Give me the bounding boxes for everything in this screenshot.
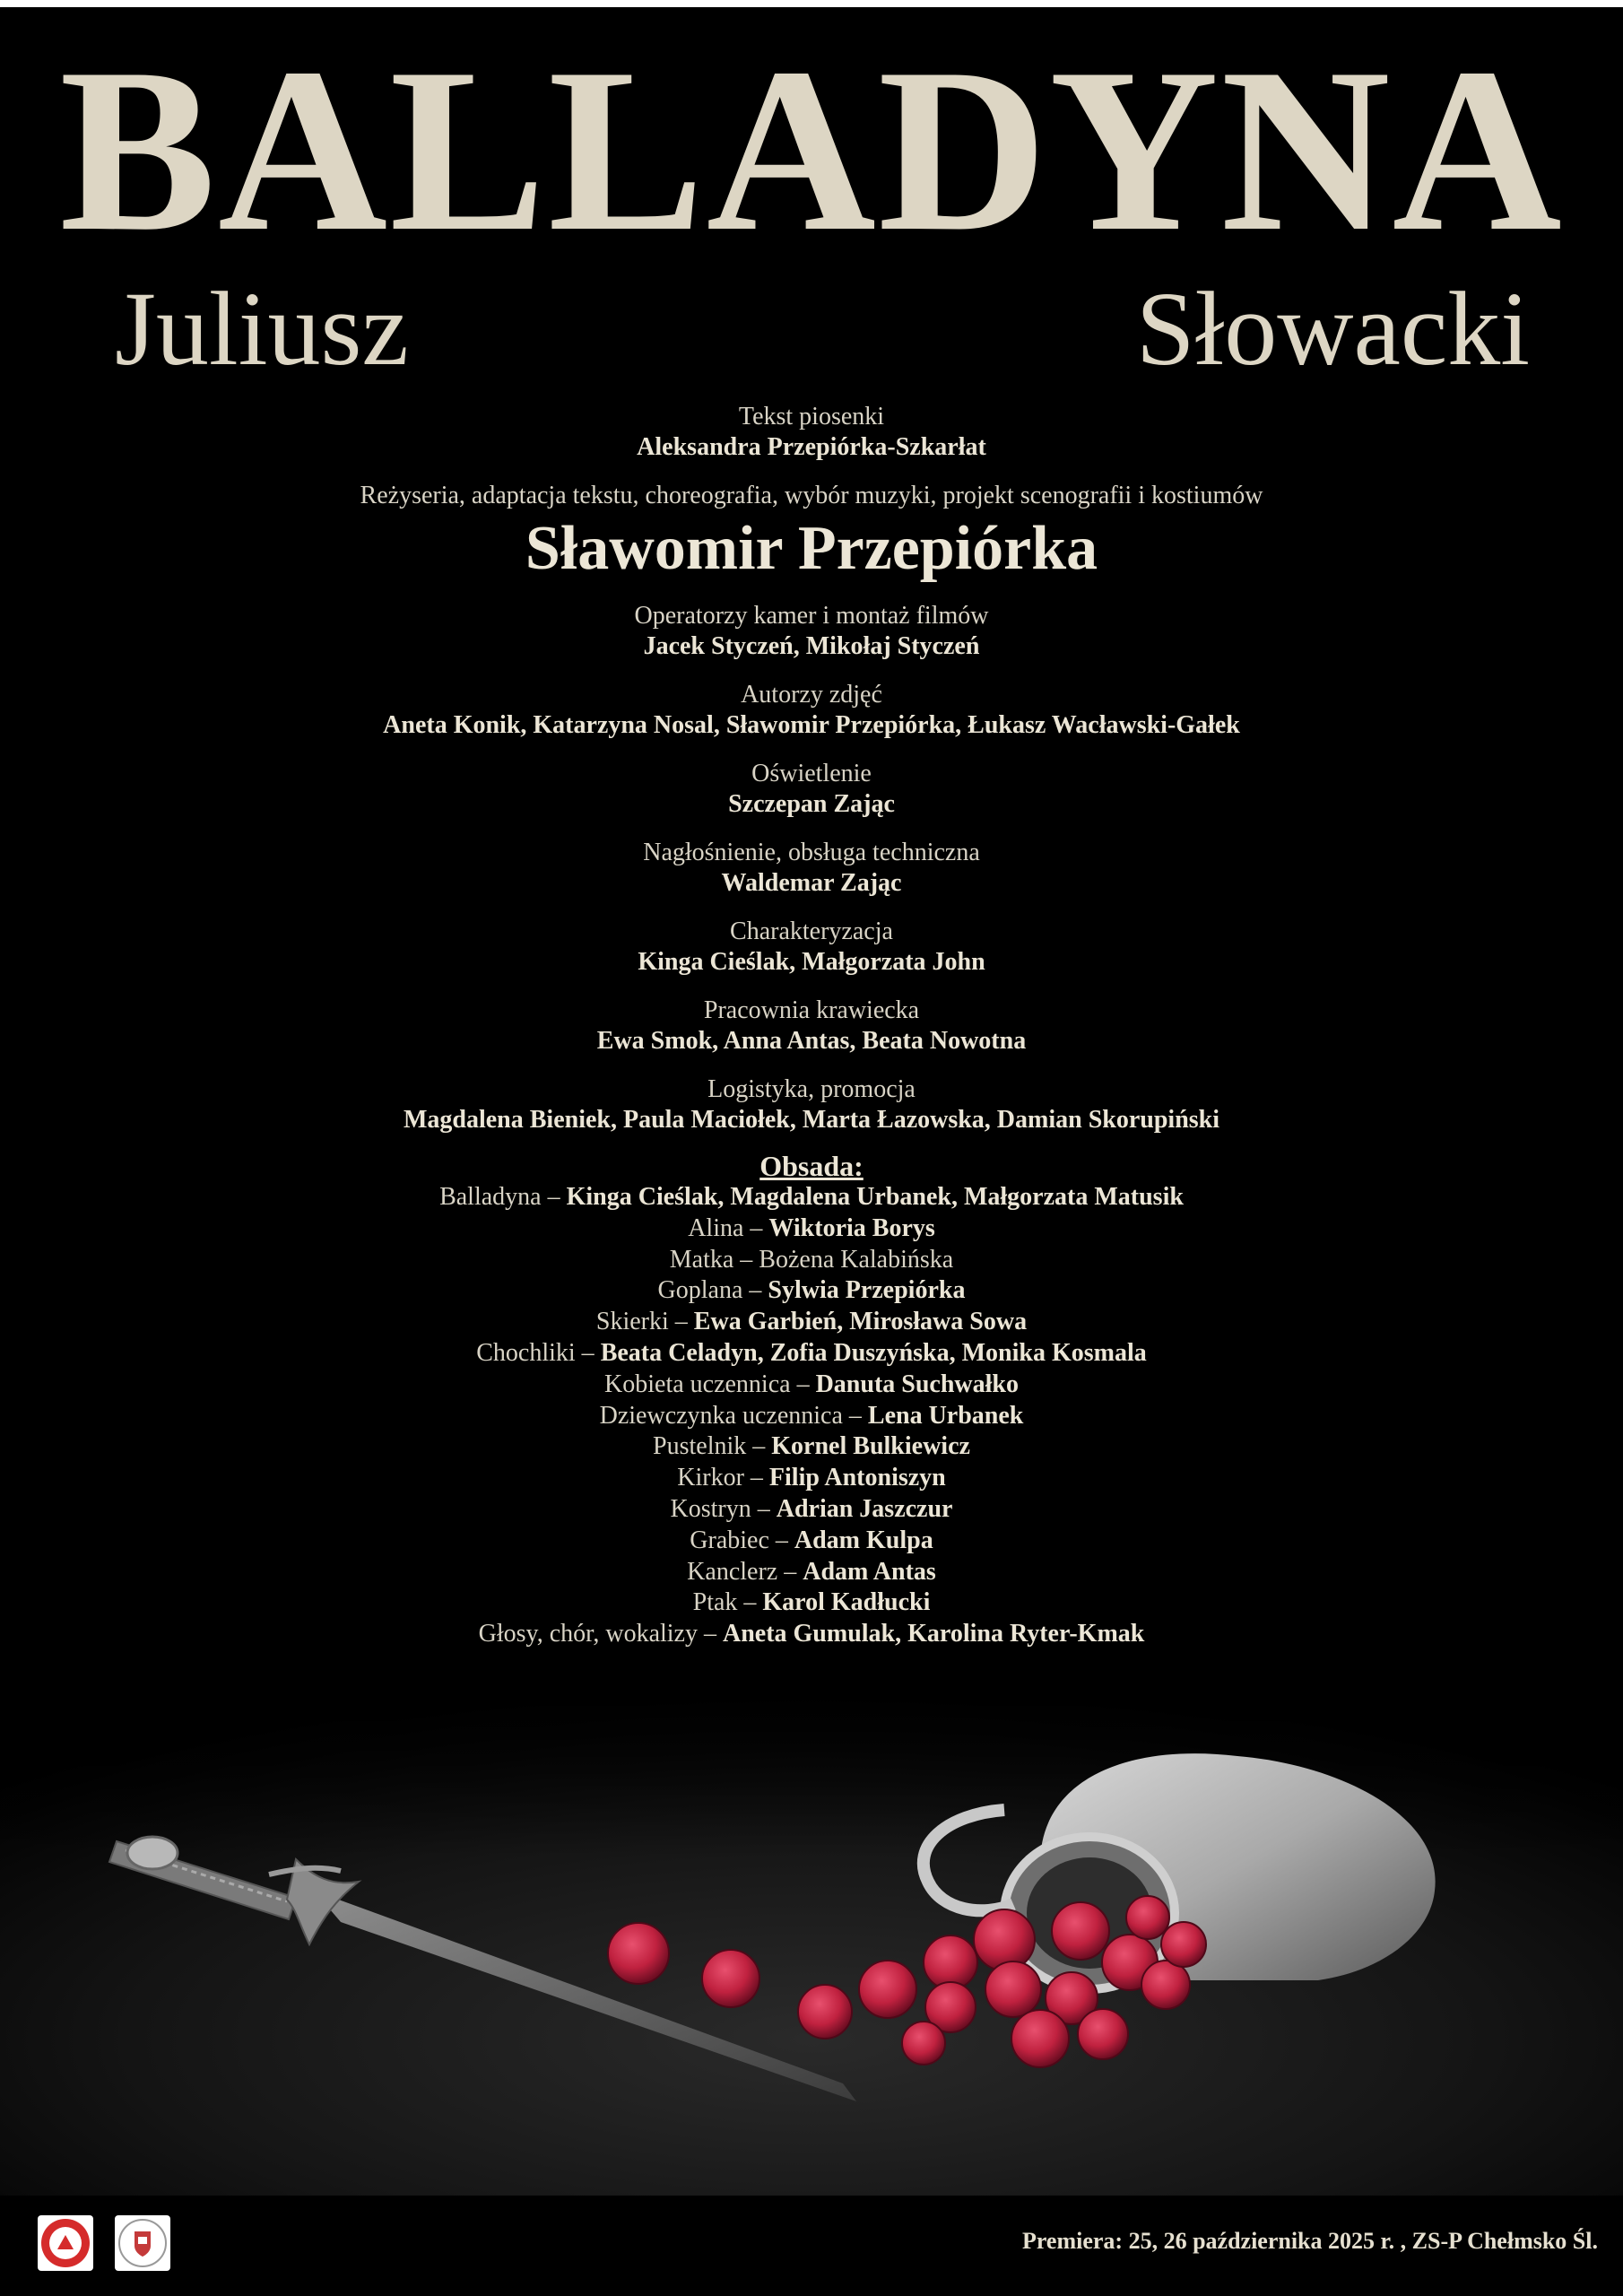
credit-name: Aleksandra Przepiórka-Szkarłat [637,433,986,461]
cast-role: Chochliki – [476,1338,601,1367]
credit-logistics [0,1074,1623,1135]
cast-line [0,1587,1623,1619]
cast-actors: Lena Urbanek [867,1401,1024,1430]
cast-line [0,1494,1623,1526]
credits [0,402,1623,1650]
cast-role: Dziewczynka uczennica – [599,1401,868,1430]
cast-actors: Wiktoria Borys [768,1213,935,1242]
cast-line [0,1275,1623,1307]
credit-sound [0,838,1623,899]
cast-role: Kostryn – [670,1494,777,1523]
premiere-info: Premiera: 25, 26 października 2025 r. , ZS-P Chełmsko Śl. [1021,2228,1598,2254]
cast-heading: Obsada: [759,1150,864,1182]
credit-name: Magdalena Bieniek, Paula Maciołek, Marta Łazowska, Damian Skorupiński [403,1106,1220,1134]
credit-name: Szczepan Zając [728,790,895,818]
cast-actors: Danuta Suchwałko [815,1370,1019,1398]
credit-lyrics [0,402,1623,463]
credit-camera [0,601,1623,662]
cast-actors: Kinga Cieślak, Magdalena Urbanek, Małgorzata Matusik [566,1183,1184,1211]
cast-line [0,1401,1623,1432]
poster-title: BALLADYNA [59,20,1564,280]
cast-actors: Filip Antoniszyn [768,1464,946,1492]
cast-actors: Kornel Bulkiewicz [771,1432,970,1461]
credit-role: Operatorzy kamer i montaż filmów [634,602,989,630]
credit-director [0,481,1623,587]
cast-line [0,1307,1623,1338]
credit-name: Jacek Styczeń, Mikołaj Styczeń [643,632,980,660]
cast-line [0,1619,1623,1650]
credit-role: Logistyka, promocja [707,1075,916,1103]
cast-actors: Aneta Gumulak, Karolina Ryter-Kmak [722,1620,1145,1648]
footer [0,2196,1623,2296]
cast-list [0,1182,1623,1650]
cast-role: Matka – Bożena Kalabińska [669,1245,954,1274]
cast-role: Balladyna – [439,1183,567,1211]
credit-tailoring [0,996,1623,1057]
cast-line [0,1463,1623,1494]
cast-role: Pustelnik – [653,1432,772,1461]
poster [0,7,1623,2296]
cast-line [0,1526,1623,1557]
cast-actors: Adam Kulpa [794,1526,933,1554]
still-life-photo [0,1675,1623,2196]
cast-line [0,1245,1623,1276]
cast-line [0,1213,1623,1245]
cast-line [0,1370,1623,1401]
cast-line [0,1182,1623,1213]
director-name: Sławomir Przepiórka [525,514,1098,583]
cast-role: Ptak – [692,1588,763,1617]
author-last-name: Słowacki [1135,270,1530,387]
credit-role: Autorzy zdjęć [741,681,882,709]
credit-name: Kinga Cieślak, Małgorzata John [638,948,985,976]
credit-role: Nagłośnienie, obsługa techniczna [643,839,980,866]
cast-line [0,1338,1623,1370]
credit-name: Waldemar Zając [721,869,902,897]
cast-actors: Adam Antas [803,1557,936,1586]
cast-role: Kobieta uczennica – [604,1370,816,1398]
credit-photos [0,680,1623,741]
credit-role: Tekst piosenki [738,403,885,430]
school-logo-icon [38,2215,93,2271]
cast-line [0,1557,1623,1588]
credit-name: Aneta Konik, Katarzyna Nosal, Sławomir Przepiórka, Łukasz Wacławski-Gałek [383,711,1240,739]
cast-actors: Beata Celadyn, Zofia Duszyńska, Monika Kosmala [600,1338,1147,1367]
cast-actors: Karol Kadłucki [762,1588,931,1617]
cast-role: Głosy, chór, wokalizy – [478,1620,723,1648]
cast-role: Kanclerz – [687,1557,803,1586]
credit-role: Charakteryzacja [730,918,893,945]
cast-role: Kirkor – [677,1464,769,1492]
cast-role: Grabiec – [690,1526,794,1554]
cast-role: Skierki – [595,1308,694,1336]
cast-actors: Sylwia Przepiórka [768,1276,966,1305]
cast-line [0,1431,1623,1463]
author-first-name: Juliusz [115,270,409,387]
credit-role: Oświetlenie [751,760,872,787]
credit-role: Reżyseria, adaptacja tekstu, choreografia, wybór muzyki, projekt scenografii i kostiumów [360,482,1263,509]
cast-actors: Adrian Jaszczur [776,1494,953,1523]
credit-role: Pracownia krawiecka [703,996,920,1024]
cast-role: Alina – [688,1213,769,1242]
cast-actors: Ewa Garbień, Mirosława Sowa [693,1308,1028,1336]
credit-makeup [0,917,1623,978]
cast-role: Goplana – [657,1276,768,1305]
emblem-logo-icon [115,2215,170,2271]
credit-lighting [0,759,1623,820]
credit-name: Ewa Smok, Anna Antas, Beata Nowotna [596,1027,1027,1055]
